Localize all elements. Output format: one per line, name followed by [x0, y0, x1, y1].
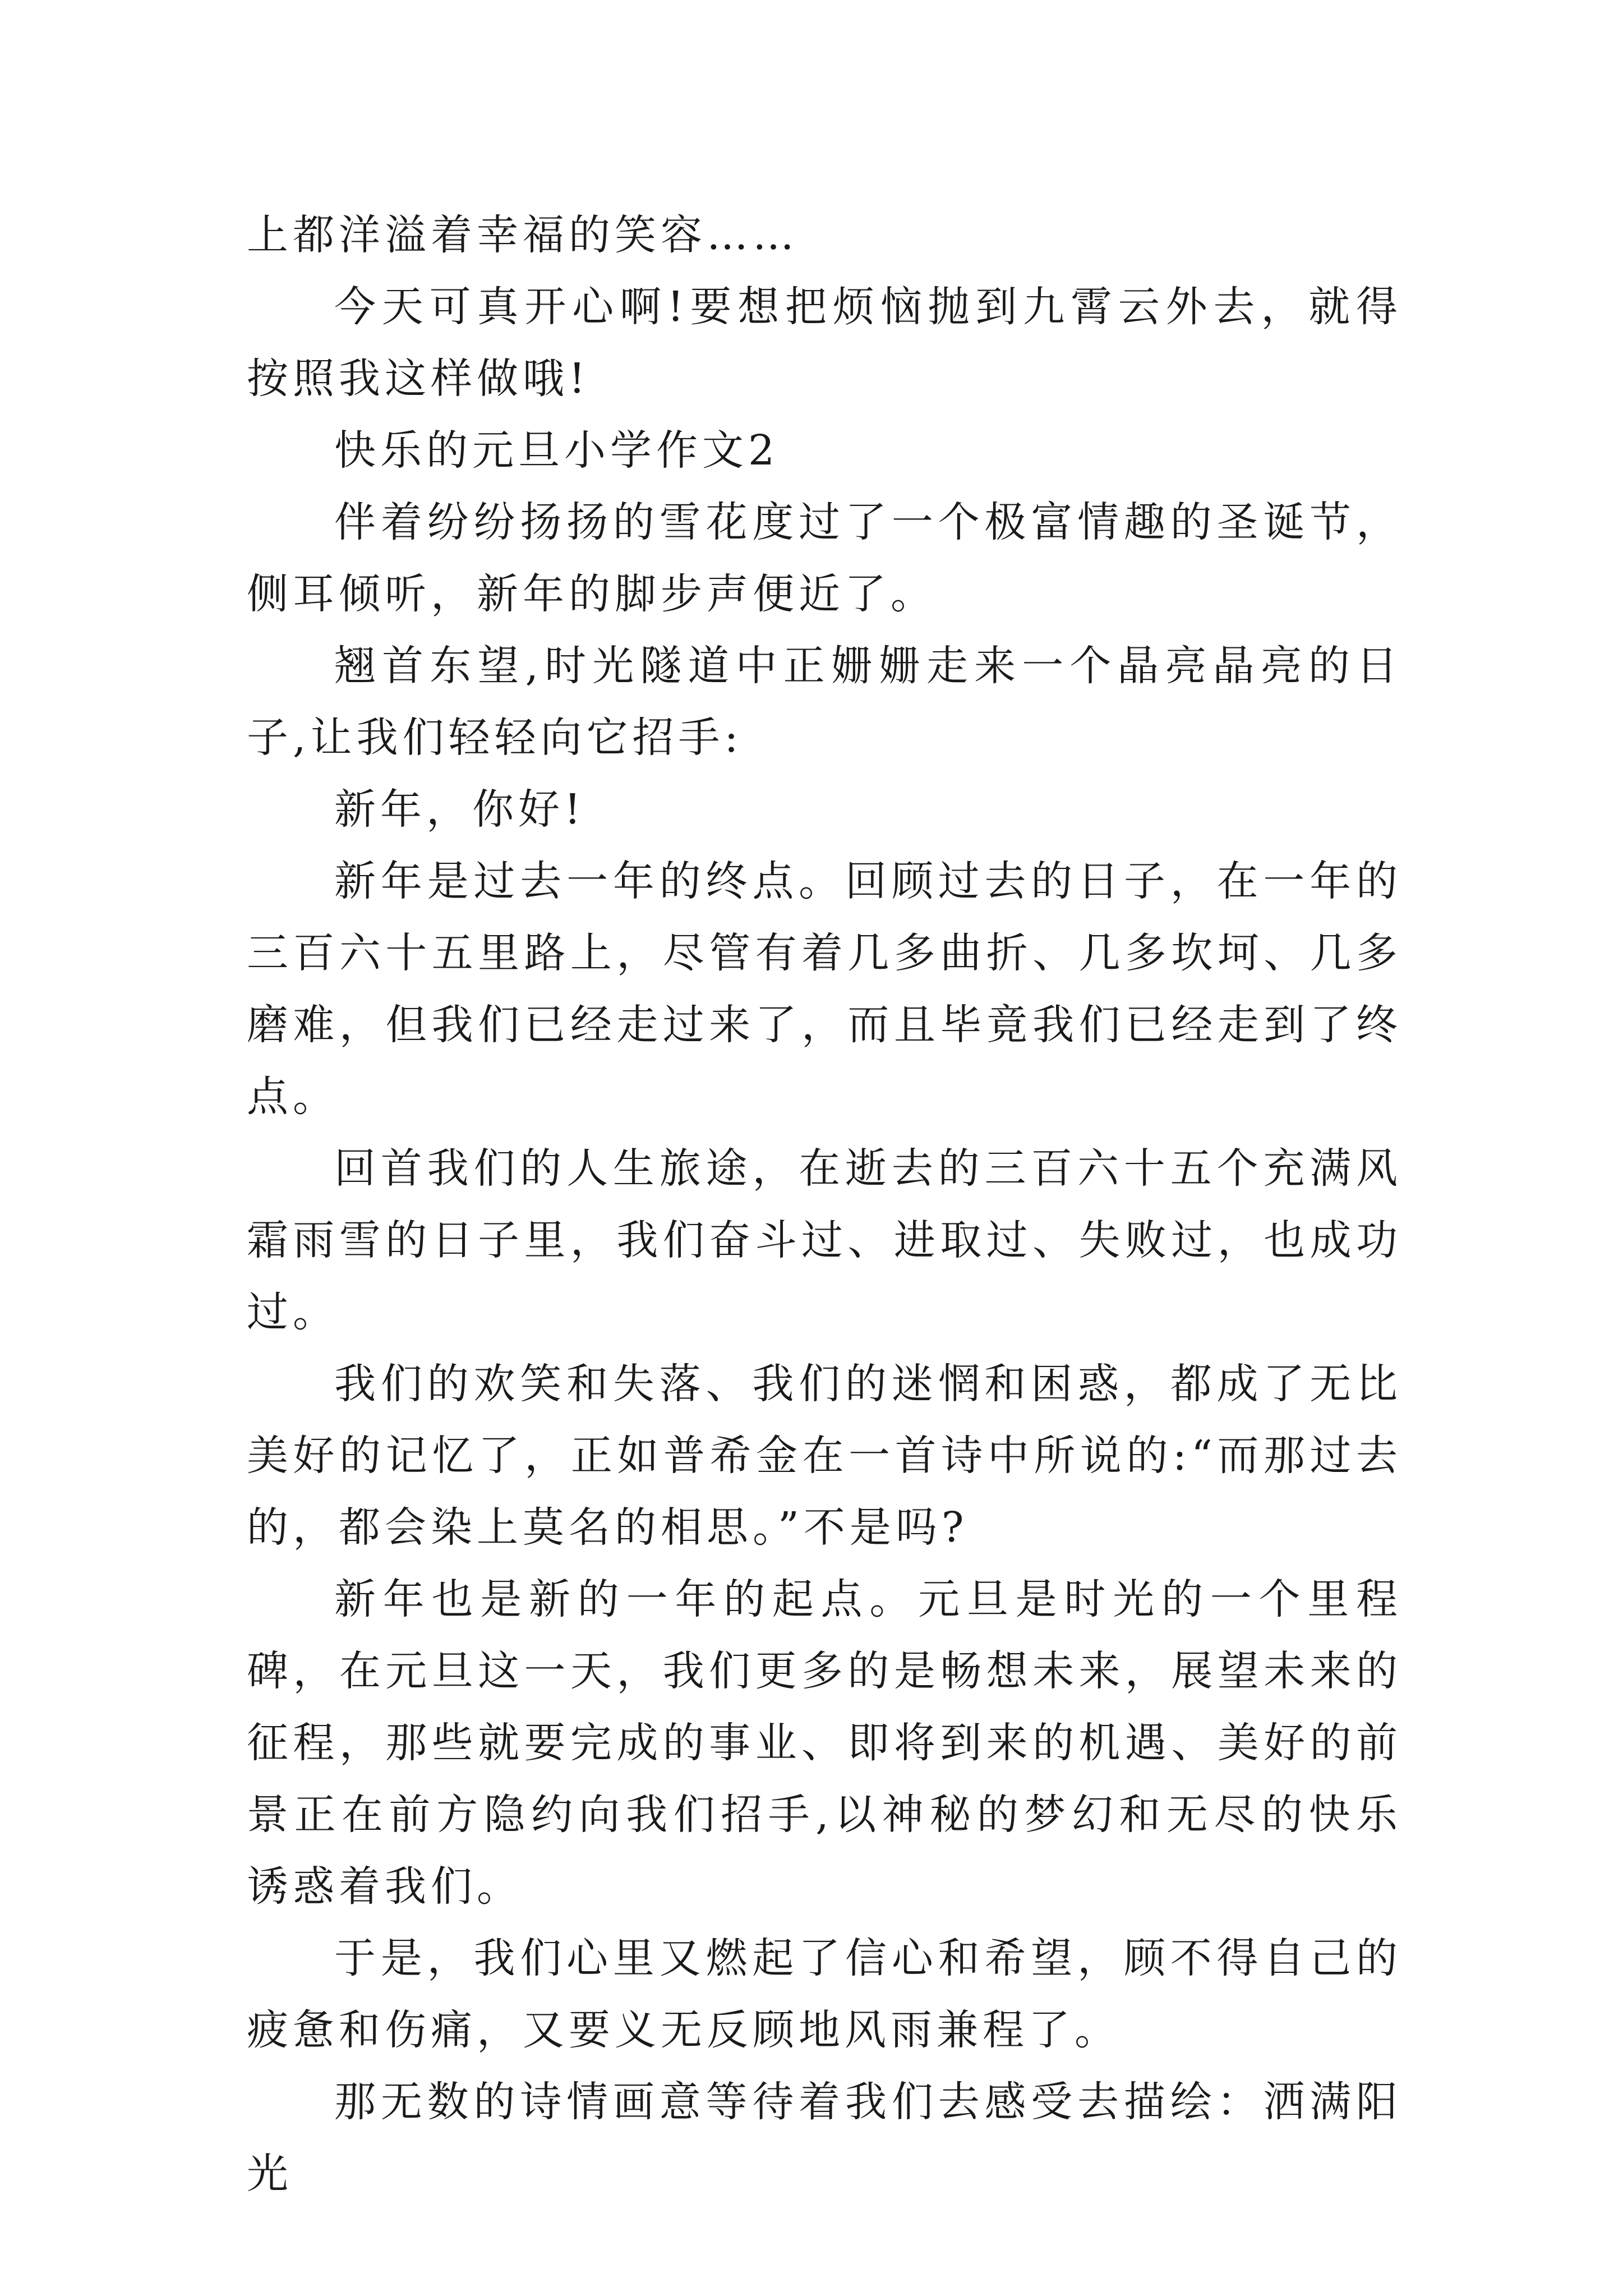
- essay-body: [247, 199, 1402, 2210]
- paragraph: 翘首东望,时光隧道中正姗姗走来一个晶亮晶亮的日子,让我们轻轻向它招手:: [247, 642, 1402, 762]
- paragraph: 回首我们的人生旅途，在逝去的三百六十五个充满风霜雨雪的日子里，我们奋斗过、进取过、失败过，也成功过。: [247, 1144, 1402, 1336]
- paragraph: 今天可真开心啊!要想把烦恼抛到九霄云外去，就得按照我这样做哦!: [247, 283, 1402, 403]
- paragraph: 新年，你好!: [334, 785, 585, 834]
- paragraph: 那无数的诗情画意等待着我们去感受去描绘：洒满阳光: [247, 2078, 1402, 2198]
- paragraph: 伴着纷纷扬扬的雪花度过了一个极富情趣的圣诞节，侧耳倾听，新年的脚步声便近了。: [247, 498, 1402, 618]
- paragraph: 于是，我们心里又燃起了信心和希望，顾不得自己的疲惫和伤痛，又要义无反顾地风雨兼程了。: [247, 1934, 1402, 2054]
- essay-title: 快乐的元旦小学作文2: [334, 426, 780, 475]
- paragraph: 新年是过去一年的终点。回顾过去的日子，在一年的三百六十五里路上，尽管有着几多曲折、几多坎坷、几多磨难，但我们已经走过来了，而且毕竟我们已经走到了终点。: [247, 857, 1402, 1121]
- paragraph-continuation: 上都洋溢着幸福的笑容……: [247, 211, 799, 259]
- paragraph: 我们的欢笑和失落、我们的迷惘和困惑，都成了无比美好的记忆了，正如普希金在一首诗中所说的:“而那过去的，都会染上莫名的相思。”不是吗?: [247, 1360, 1402, 1552]
- paragraph: 新年也是新的一年的起点。元旦是时光的一个里程碑，在元旦这一天，我们更多的是畅想未来，展望未来的征程，那些就要完成的事业、即将到来的机遇、美好的前景正在前方隐约向我们招手,以神秘的梦幻和无尽的快乐诱惑着我们。: [247, 1575, 1402, 1911]
